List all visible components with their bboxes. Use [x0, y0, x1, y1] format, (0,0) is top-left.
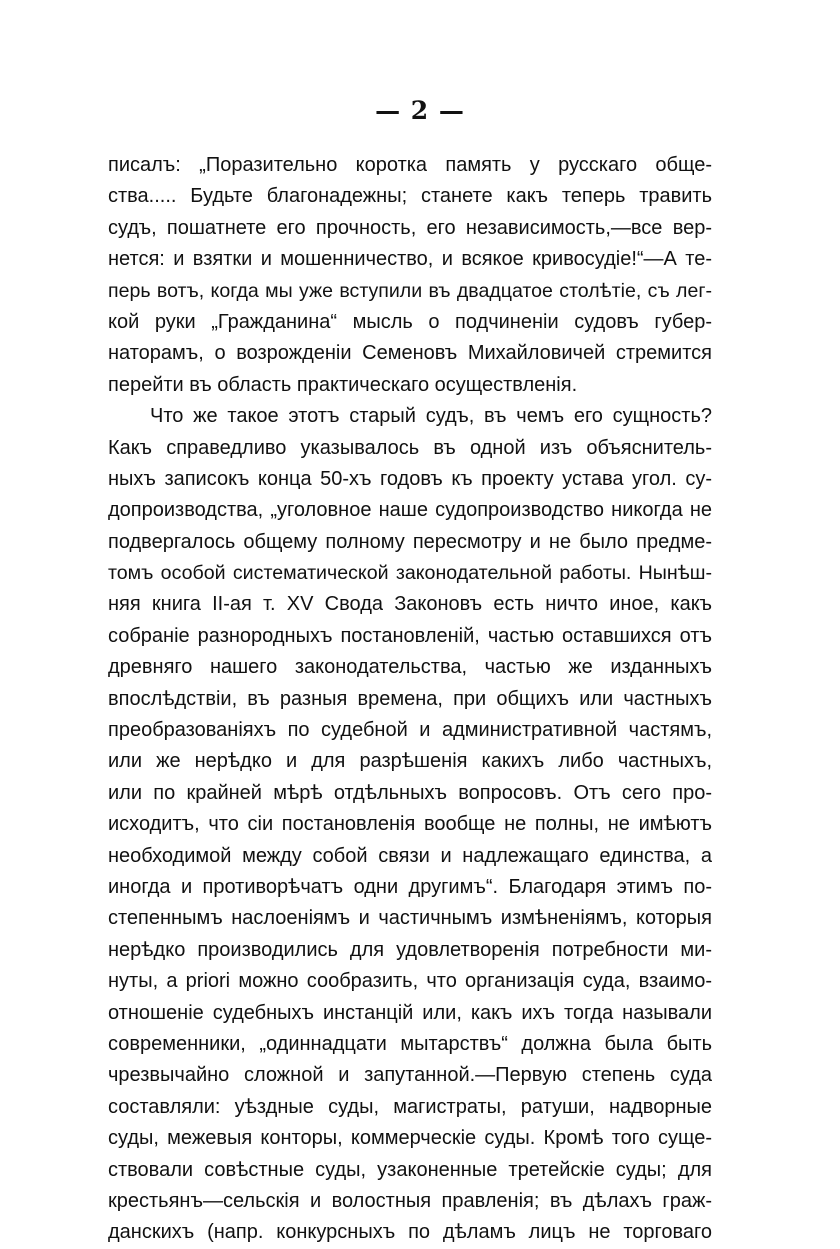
text-line: данскихъ (напр. конкурсныхъ по дѣламъ лицъ не торговаго: [108, 1221, 712, 1244]
text-line: впослѣдствіи, въ разныя времена, при общихъ или частныхъ: [108, 687, 712, 710]
text-line: томъ особой систематической законодательной работы. Нынѣш-: [108, 562, 712, 585]
paragraph-end-line: перейти въ область практическаго осуществленія.: [108, 373, 578, 396]
body-text: [108, 150, 712, 1249]
text-line: суды, межевыя конторы, коммерческіе суды. Кромѣ того суще-: [108, 1127, 712, 1150]
text-line: ныхъ записокъ конца 50-хъ годовъ къ проекту устава угол. су-: [108, 467, 712, 490]
text-line: наторамъ, о возрожденіи Семеновъ Михайловичей стремится: [108, 342, 712, 365]
text-line: няя книга II-ая т. XV Свода Законовъ есть ничто иное, какъ: [108, 593, 712, 616]
text-line: или по крайней мѣрѣ отдѣльныхъ вопросовъ. Отъ сего про-: [108, 781, 712, 804]
text-line: исходитъ, что сіи постановленія вообще не полны, не имѣютъ: [108, 813, 712, 836]
text-line: необходимой между собой связи и надлежащаго единства, а: [108, 844, 712, 867]
text-line: степеннымъ наслоеніямъ и частичнымъ измѣненіямъ, которыя: [108, 907, 712, 930]
text-line: чрезвычайно сложной и запутанной.—Первую степень суда: [108, 1064, 712, 1087]
text-line: писалъ: „Поразительно коротка память у русскаго обще-: [108, 154, 712, 176]
paragraph-start-line: Что же такое этотъ старый судъ, въ чемъ его сущность?: [150, 405, 712, 428]
page-number: — 2 —: [375, 96, 465, 125]
text-line: современники, „одиннадцати мытарствъ“ должна была быть: [108, 1032, 712, 1055]
text-line: собраніе разнородныхъ постановленій, частью оставшихся отъ: [108, 624, 712, 647]
text-line: перь вотъ, когда мы уже вступили въ двадцатое столѣтіе, съ лег-: [108, 279, 712, 302]
text-line: древняго нашего законодательства, частью же изданныхъ: [108, 656, 712, 679]
text-line: составляли: уѣздные суды, магистраты, ратуши, надворные: [108, 1095, 712, 1118]
text-line: отношеніе судебныхъ инстанцій или, какъ ихъ тогда называли: [108, 1001, 712, 1024]
text-line: нуты, а priori можно сообразить, что организація суда, взаимо-: [108, 970, 712, 993]
text-line: иногда и противорѣчатъ одни другимъ“. Благодаря этимъ по-: [108, 875, 712, 898]
text-line: или же нерѣдко и для разрѣшенія какихъ либо частныхъ,: [108, 750, 712, 773]
text-line: ства..... Будьте благонадежны; станете какъ теперь травить: [108, 185, 712, 208]
text-line: преобразованіяхъ по судебной и административной частямъ,: [108, 719, 712, 742]
text-line: кой руки „Гражданина“ мысль о подчиненіи судовъ губер-: [108, 310, 712, 333]
text-line: допроизводства, „уголовное наше судопроизводство никогда не: [108, 499, 712, 522]
text-line: нерѣдко производились для удовлетворенія потребности ми-: [108, 938, 712, 961]
text-line: судъ, пошатнете его прочность, его независимость,—все вер-: [108, 216, 712, 239]
text-line: подвергалось общему полному пересмотру и не было предме-: [108, 530, 712, 553]
text-line: ствовали совѣстные суды, узаконенные третейскіе суды; для: [108, 1158, 712, 1181]
text-line: Какъ справедливо указывалось въ одной изъ объяснитель-: [108, 436, 712, 459]
text-line: нется: и взятки и мошенничество, и всякое кривосудіе!“—А те-: [108, 248, 712, 271]
text-line: крестьянъ—сельскія и волостныя правленія; въ дѣлахъ граж-: [108, 1189, 712, 1212]
